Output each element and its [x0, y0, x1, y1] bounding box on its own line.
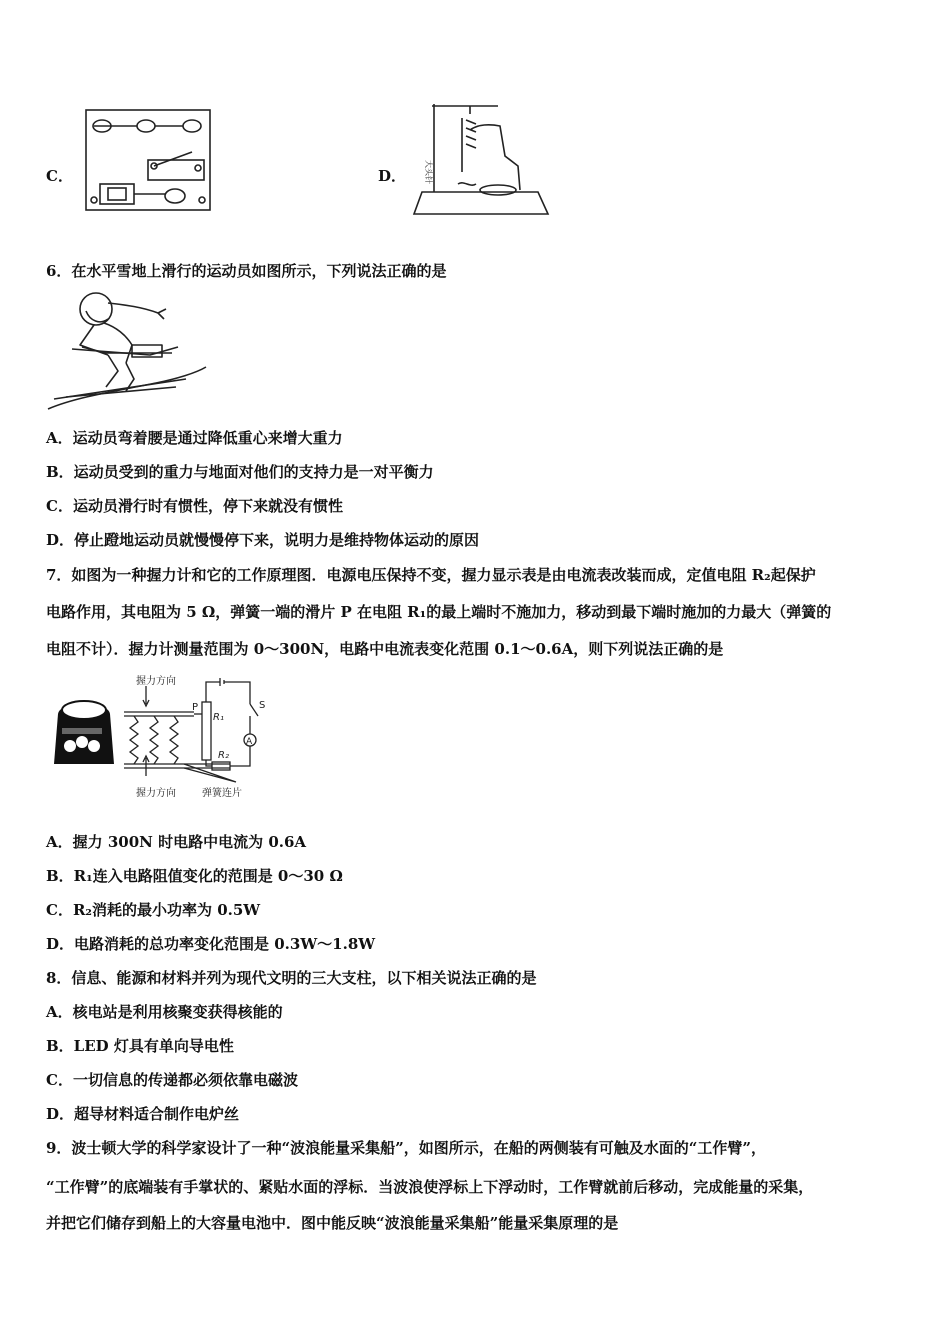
- q6-stem: 6．在水平雪地上滑行的运动员如图所示，下列说法正确的是: [46, 262, 447, 280]
- grip-circuit-diagram: [122, 672, 272, 804]
- q7-option-a: A．握力 300N 时电路中电流为 0.6A: [46, 833, 307, 851]
- q7-option-d: D．电路消耗的总功率变化范围是 0.3W～1.8W: [46, 935, 376, 953]
- q6-option-c: C．运动员滑行时有惯性，停下来就没有惯性: [46, 497, 343, 515]
- q9-stem-line-3: 并把它们储存到船上的大容量电池中．图中能反映“波浪能量采集船”能量采集原理的是: [46, 1214, 619, 1232]
- q8-option-a: A．核电站是利用核聚变获得核能的: [46, 1003, 283, 1021]
- skier-figure: [46, 287, 211, 417]
- pin-label: 大头针: [424, 160, 433, 184]
- q6-option-b: B．运动员受到的重力与地面对他们的支持力是一对平衡力: [46, 463, 434, 481]
- q6-option-d: D．停止蹬地运动员就慢慢停下来，说明力是维持物体运动的原因: [46, 531, 480, 549]
- spring-piece-label: 弹簧连片: [202, 788, 242, 799]
- r2-label: R₂: [218, 750, 229, 761]
- circuit-figure-c: [80, 104, 215, 216]
- q7-stem-line-3: 电阻不计）．握力计测量范围为 0～300N，电路中电流表变化范围 0.1～0.6A，则下列说法正确的是: [46, 640, 724, 658]
- q7-option-b: B．R₁连入电路阻值变化的范围是 0～30 Ω: [46, 867, 343, 885]
- switch-s-label: S: [259, 700, 266, 711]
- grip-direction-bottom-label: 握力方向: [136, 788, 176, 799]
- q8-option-c: C．一切信息的传递都必须依靠电磁波: [46, 1071, 298, 1089]
- grip-device-photo: [48, 692, 120, 768]
- q7-option-c: C．R₂消耗的最小功率为 0.5W: [46, 901, 261, 919]
- q7-stem-line-1: 7．如图为一种握力计和它的工作原理图．电源电压保持不变，握力显示表是由电流表改装而成，定值电阻 R₂起保护: [46, 566, 816, 584]
- option-d-label: D．: [378, 167, 407, 185]
- electromagnet-figure-d: [410, 100, 555, 218]
- q9-stem-line-2: “工作臂”的底端装有手掌状的、紧贴水面的浮标．当波浪使浮标上下浮动时，工作臂就前后移动，完成能量的采集，: [46, 1178, 814, 1196]
- q9-stem-line-1: 9．波士顿大学的科学家设计了一种“波浪能量采集船”，如图所示，在船的两侧装有可触及水面的“工作臂”，: [46, 1139, 766, 1157]
- grip-direction-top-label: 握力方向: [136, 676, 176, 687]
- q7-stem-line-2: 电路作用，其电阻为 5 Ω，弹簧一端的滑片 P 在电阻 R₁的最上端时不施加力，移动到最下端时施加的力最大（弹簧的: [46, 603, 832, 621]
- q8-option-d: D．超导材料适合制作电炉丝: [46, 1105, 240, 1123]
- r1-label: R₁: [213, 712, 224, 723]
- q8-stem: 8．信息、能源和材料并列为现代文明的三大支柱，以下相关说法正确的是: [46, 969, 537, 987]
- ammeter-a-label: A: [246, 737, 253, 747]
- slider-p-label: P: [192, 702, 199, 713]
- q8-option-b: B．LED 灯具有单向导电性: [46, 1037, 234, 1055]
- option-c-label: C．: [46, 167, 73, 185]
- q6-option-a: A．运动员弯着腰是通过降低重心来增大重力: [46, 429, 343, 447]
